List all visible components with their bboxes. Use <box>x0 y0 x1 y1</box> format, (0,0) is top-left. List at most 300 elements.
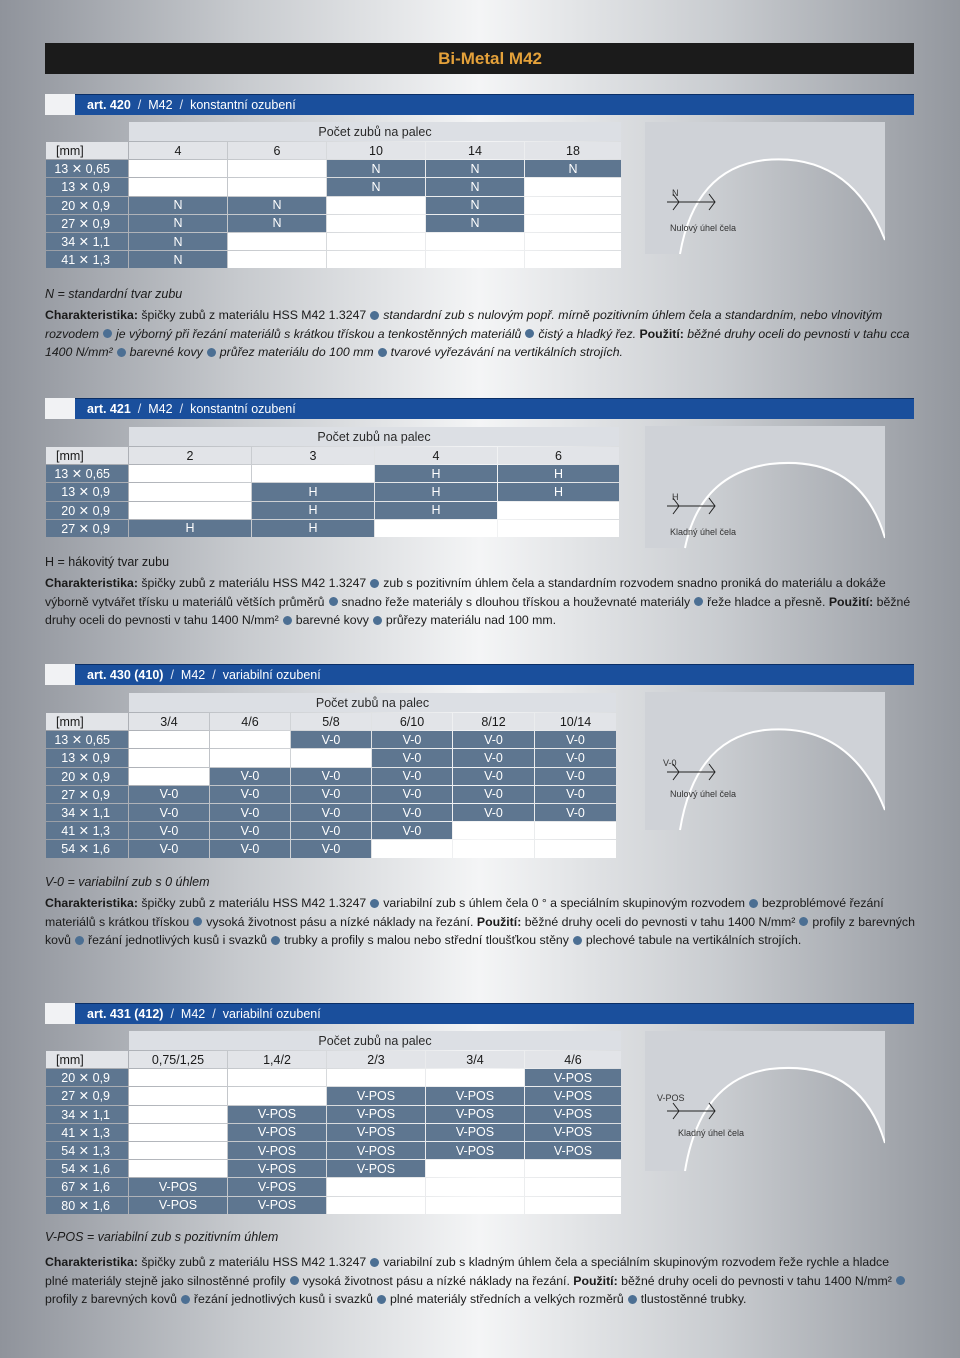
teeth-per-inch-header: Počet zubů na palec <box>129 1031 621 1050</box>
row-label: 80 ✕ 1,6 <box>46 1197 128 1214</box>
table-cell: V-POS <box>327 1160 425 1177</box>
table-cell: V-POS <box>327 1124 425 1141</box>
table-cell: V-POS <box>426 1106 524 1123</box>
bullet-icon <box>103 329 112 338</box>
table-cell <box>129 178 227 195</box>
table-cell <box>228 1069 326 1086</box>
table-cell: V-POS <box>525 1087 621 1104</box>
table-cell: V-POS <box>129 1197 227 1214</box>
usage-item: řezání jednotlivých kusů i svazků <box>87 933 268 948</box>
characteristics-label: Charakteristika: <box>45 1255 138 1269</box>
feature-item: standardní zub s nulovým popř. mírně pozitivním úhlem čela a standardním, nebo vlnovitým rozvodem <box>45 308 883 341</box>
usage-label: Použití: <box>476 914 522 929</box>
table-row <box>46 804 616 821</box>
table-cell <box>228 251 326 268</box>
usage-item: tlustostěnné trubky. <box>640 1292 747 1307</box>
table-row <box>46 197 621 214</box>
row-label: 34 ✕ 1,1 <box>46 804 128 821</box>
table-cell <box>129 749 209 766</box>
table-cell <box>210 749 290 766</box>
column-header: 3 <box>252 447 374 464</box>
usage-label: Použití: <box>573 1273 618 1288</box>
table-cell <box>129 1142 227 1159</box>
table-cell <box>327 233 425 250</box>
tooth-diagram <box>645 426 885 576</box>
table-cell <box>498 502 619 519</box>
feature-item: bezproblémové řezání materiálů s krátkou třískou <box>45 896 884 929</box>
table-row <box>46 483 619 500</box>
feature-item: je výborný při řezání materiálů s krátkou třískou a tenkostěnných materiálů <box>116 326 522 341</box>
feature-item: čistý a hladký řez. <box>538 326 637 341</box>
table-cell <box>129 731 209 748</box>
column-header: 4 <box>375 447 497 464</box>
column-header: 1,4/2 <box>228 1051 326 1068</box>
feature-item: snadno řeže materiály s dlouhou třískou a houževnaté materiály <box>341 594 691 609</box>
bullet-icon <box>628 1295 637 1304</box>
usage-text: běžné druhy oceli do pevnosti v tahu 1400 N/mm² <box>45 594 911 628</box>
tooth-code: V-POS <box>657 1093 685 1103</box>
usage-item: tvarové vyřezávání na vertikálních strojích. <box>390 345 623 360</box>
alloy-label: M42 <box>180 1007 206 1021</box>
bullet-icon <box>370 1258 379 1267</box>
row-label: 13 ✕ 0,65 <box>46 465 128 482</box>
table-cell: H <box>129 520 251 537</box>
column-header: 3/4 <box>129 713 209 730</box>
bullet-icon <box>290 1276 299 1285</box>
bullet-icon <box>694 597 703 606</box>
characteristics-label: Charakteristika: <box>45 308 138 322</box>
row-label: 34 ✕ 1,1 <box>46 233 128 250</box>
table-cell: V-POS <box>228 1106 326 1123</box>
table-cell <box>426 251 524 268</box>
table-cell <box>129 160 227 177</box>
tooth-diagram <box>645 122 885 272</box>
table-cell: V-POS <box>525 1142 621 1159</box>
table-cell: V-POS <box>525 1106 621 1123</box>
column-header: 8/12 <box>453 713 534 730</box>
usage-label: Použití: <box>639 326 684 341</box>
table-cell: H <box>252 483 374 500</box>
table-cell <box>426 1160 524 1177</box>
bullet-icon <box>370 899 379 908</box>
section-header <box>75 664 914 685</box>
table-cell <box>525 1160 621 1177</box>
row-label: 13 ✕ 0,9 <box>46 749 128 766</box>
bullet-icon <box>370 579 379 588</box>
alloy-label: M42 <box>148 98 173 112</box>
teeth-table <box>45 121 622 269</box>
bullet-icon <box>525 329 534 338</box>
table-cell <box>426 1069 524 1086</box>
table-cell: V-0 <box>291 731 371 748</box>
row-label: 41 ✕ 1,3 <box>46 1124 128 1141</box>
row-label: 27 ✕ 0,9 <box>46 215 128 232</box>
characteristics-text: špičky zubů z materiálu HSS M42 1.3247 <box>141 896 367 910</box>
column-header: 6 <box>498 447 619 464</box>
table-cell: N <box>426 160 524 177</box>
table-cell: H <box>375 483 497 500</box>
row-label: 34 ✕ 1,1 <box>46 1106 128 1123</box>
table-cell: V-POS <box>525 1124 621 1141</box>
table-cell: V-0 <box>129 840 209 857</box>
table-cell: H <box>252 520 374 537</box>
tooth-angle-caption: Kladný úhel čela <box>670 527 737 537</box>
table-cell: V-0 <box>129 822 209 839</box>
column-header: 6 <box>228 142 326 159</box>
table-cell <box>210 731 290 748</box>
table-row <box>46 1160 621 1177</box>
table-cell <box>327 251 425 268</box>
tooth-angle-caption: Nulový úhel čela <box>670 223 737 233</box>
table-cell <box>228 178 326 195</box>
table-cell: V-POS <box>327 1142 425 1159</box>
table-cell: H <box>375 465 497 482</box>
table-cell <box>525 251 621 268</box>
table-cell <box>525 197 621 214</box>
bullet-icon <box>271 936 280 945</box>
column-header: 10 <box>327 142 425 159</box>
table-cell <box>453 822 534 839</box>
table-cell <box>426 233 524 250</box>
table-cell <box>228 160 326 177</box>
table-cell <box>327 215 425 232</box>
table-cell: N <box>129 215 227 232</box>
table-cell: V-POS <box>228 1124 326 1141</box>
table-cell <box>426 1197 524 1214</box>
usage-text: běžné druhy oceli do pevnosti v tahu 1400 N/mm² <box>524 914 796 929</box>
column-header: 10/14 <box>535 713 616 730</box>
table-cell: V-0 <box>291 822 371 839</box>
row-label: 13 ✕ 0,65 <box>46 160 128 177</box>
section-header <box>75 94 914 115</box>
table-row <box>46 1142 621 1159</box>
characteristics-label: Charakteristika: <box>45 896 138 910</box>
table-cell: V-0 <box>372 822 452 839</box>
mm-header: [mm] <box>46 142 128 159</box>
mm-header: [mm] <box>46 447 128 464</box>
column-header: 4 <box>129 142 227 159</box>
table-row <box>46 749 616 766</box>
feature-item: variabilní zub s úhlem čela 0 ° a speciálním skupinovým rozvodem <box>383 896 745 910</box>
section-accent <box>45 94 75 115</box>
usage-item: plné materiály středních a velkých rozměrů <box>390 1292 624 1307</box>
table-cell: V-0 <box>453 804 534 821</box>
usage-text: běžné druhy oceli do pevnosti v tahu cca 1400 N/mm² <box>45 326 910 360</box>
table-row <box>46 1106 621 1123</box>
table-cell: N <box>129 233 227 250</box>
brand-title: Bi-Metal M42 <box>438 48 542 68</box>
header-separator: / <box>137 402 142 416</box>
toothing-type: variabilní ozubení <box>222 668 321 682</box>
table-cell <box>525 215 621 232</box>
row-label: 13 ✕ 0,9 <box>46 483 128 500</box>
usage-item: barevné kovy <box>129 345 203 360</box>
table-cell <box>252 465 374 482</box>
header-separator: / <box>170 1007 174 1021</box>
table-cell <box>535 840 616 857</box>
characteristics-text: špičky zubů z materiálu HSS M42 1.3247 <box>141 308 367 322</box>
bullet-icon <box>749 899 758 908</box>
table-corner <box>46 1031 128 1050</box>
table-cell: N <box>327 160 425 177</box>
row-label: 41 ✕ 1,3 <box>46 822 128 839</box>
characteristics-text: špičky zubů z materiálu HSS M42 1.3247 <box>141 576 367 590</box>
table-row <box>46 1178 621 1195</box>
row-label: 27 ✕ 0,9 <box>46 520 128 537</box>
table-row <box>46 786 616 803</box>
usage-item: profily z barevných kovů <box>45 914 915 948</box>
usage-item: barevné kovy <box>295 613 369 628</box>
table-cell: N <box>426 215 524 232</box>
table-cell <box>228 1087 326 1104</box>
table-corner <box>46 693 128 712</box>
table-cell <box>525 178 621 195</box>
table-row <box>46 465 619 482</box>
tooth-legend: V-POS = variabilní zub s pozitivním úhlem <box>45 1230 279 1244</box>
bullet-icon <box>896 1276 905 1285</box>
row-label: 54 ✕ 1,6 <box>46 1160 128 1177</box>
column-header: 5/8 <box>291 713 371 730</box>
alloy-label: M42 <box>148 402 173 416</box>
characteristics-text: špičky zubů z materiálu HSS M42 1.3247 <box>141 1255 367 1269</box>
column-header: 2 <box>129 447 251 464</box>
table-cell: V-0 <box>535 804 616 821</box>
table-cell: V-POS <box>228 1178 326 1195</box>
table-cell: V-0 <box>453 768 534 785</box>
row-label: 27 ✕ 0,9 <box>46 786 128 803</box>
tooth-legend: N = standardní tvar zubu <box>45 287 183 301</box>
table-cell <box>375 520 497 537</box>
header-separator: / <box>179 402 184 416</box>
teeth-table <box>45 1030 622 1215</box>
row-label: 27 ✕ 0,9 <box>46 1087 128 1104</box>
table-cell: V-0 <box>453 731 534 748</box>
table-cell: V-POS <box>426 1087 524 1104</box>
table-row <box>46 1069 621 1086</box>
usage-label: Použití: <box>828 594 874 609</box>
table-cell <box>498 520 619 537</box>
section-accent <box>45 1003 75 1024</box>
characteristics-label: Charakteristika: <box>45 576 138 590</box>
table-row <box>46 233 621 250</box>
table-row <box>46 160 621 177</box>
header-separator: / <box>212 1007 216 1021</box>
table-cell: V-0 <box>210 822 290 839</box>
table-cell: V-POS <box>327 1106 425 1123</box>
tooth-angle-caption: Nulový úhel čela <box>670 789 737 799</box>
table-cell: N <box>327 178 425 195</box>
column-header: 14 <box>426 142 524 159</box>
table-cell: V-0 <box>535 749 616 766</box>
teeth-per-inch-header: Počet zubů na palec <box>129 427 619 446</box>
bullet-icon <box>181 1295 190 1304</box>
bullet-icon <box>283 616 292 625</box>
table-cell <box>525 233 621 250</box>
table-cell <box>129 1069 227 1086</box>
table-cell: V-POS <box>129 1178 227 1195</box>
table-cell: N <box>228 215 326 232</box>
header-separator: / <box>137 98 142 112</box>
section-header <box>75 1003 914 1024</box>
bullet-icon <box>378 348 387 357</box>
section-accent <box>45 398 75 419</box>
table-row <box>46 822 616 839</box>
row-label: 20 ✕ 0,9 <box>46 502 128 519</box>
usage-item: průřezy materiálu nad 100 mm. <box>385 613 557 628</box>
table-cell <box>129 1160 227 1177</box>
table-cell <box>129 502 251 519</box>
tooth-code: V-0 <box>663 758 677 768</box>
table-row <box>46 1087 621 1104</box>
table-cell <box>426 1178 524 1195</box>
feature-item: řeže hladce a přesně. <box>707 594 826 609</box>
row-label: 54 ✕ 1,3 <box>46 1142 128 1159</box>
usage-item: plechové tabule na vertikálních strojích. <box>585 933 802 948</box>
teeth-per-inch-header: Počet zubů na palec <box>129 693 616 712</box>
table-cell: V-0 <box>535 731 616 748</box>
table-cell: V-POS <box>228 1160 326 1177</box>
row-label: 41 ✕ 1,3 <box>46 251 128 268</box>
table-cell <box>525 1178 621 1195</box>
table-cell: V-0 <box>453 786 534 803</box>
table-cell: H <box>375 502 497 519</box>
tooth-code: H <box>672 492 679 502</box>
tooth-diagram <box>645 1031 885 1181</box>
table-cell <box>372 840 452 857</box>
table-cell <box>327 197 425 214</box>
table-cell <box>327 1178 425 1195</box>
column-header: 0,75/1,25 <box>129 1051 227 1068</box>
toothing-type: konstantní ozubení <box>190 402 296 416</box>
bullet-icon <box>117 348 126 357</box>
tooth-code: N <box>672 188 679 198</box>
article-code: art. 431 (412) <box>87 1007 164 1021</box>
table-cell <box>525 1197 621 1214</box>
table-row <box>46 520 619 537</box>
table-cell <box>535 822 616 839</box>
bullet-icon <box>207 348 216 357</box>
table-cell: N <box>525 160 621 177</box>
usage-item: profily z barevných kovů <box>45 1292 177 1307</box>
table-cell: V-POS <box>228 1197 326 1214</box>
table-corner <box>46 122 128 141</box>
table-cell: V-0 <box>372 749 452 766</box>
feature-item: vysoká životnost pásu a nízké náklady na řezání. <box>302 1273 570 1288</box>
table-row <box>46 1124 621 1141</box>
table-cell: H <box>498 465 619 482</box>
usage-text: běžné druhy oceli do pevnosti v tahu 1400 N/mm² <box>621 1273 892 1288</box>
brand-title-bar <box>45 43 914 74</box>
table-cell <box>327 1069 425 1086</box>
bullet-icon <box>193 917 202 926</box>
tooth-legend: V-0 = variabilní zub s 0 úhlem <box>45 875 210 889</box>
table-cell: V-0 <box>210 804 290 821</box>
article-code: art. 430 (410) <box>87 668 164 682</box>
table-cell: V-POS <box>327 1087 425 1104</box>
column-header: 3/4 <box>426 1051 524 1068</box>
table-cell <box>228 233 326 250</box>
feature-item: variabilní zub s kladným úhlem čela a speciálním skupinovým rozvodem řeže rychle a hladce plné materiály stejně jako silnostěnné profily <box>45 1255 890 1288</box>
table-cell <box>129 1106 227 1123</box>
tooth-angle-caption: Kladný úhel čela <box>678 1128 745 1138</box>
row-label: 13 ✕ 0,65 <box>46 731 128 748</box>
table-row <box>46 215 621 232</box>
description-paragraph <box>45 894 915 950</box>
table-cell <box>129 1124 227 1141</box>
table-row <box>46 768 616 785</box>
teeth-table <box>45 426 620 538</box>
table-cell: V-0 <box>291 840 371 857</box>
column-header: 18 <box>525 142 621 159</box>
usage-item: průřez materiálu do 100 mm <box>219 345 374 360</box>
header-separator: / <box>170 668 174 682</box>
article-code: art. 420 <box>87 98 131 112</box>
bullet-icon <box>370 311 379 320</box>
table-cell <box>129 483 251 500</box>
table-cell: V-0 <box>535 768 616 785</box>
table-cell: V-0 <box>372 731 452 748</box>
table-cell: V-0 <box>291 768 371 785</box>
mm-header: [mm] <box>46 1051 128 1068</box>
table-cell: H <box>498 483 619 500</box>
table-row <box>46 1197 621 1214</box>
row-label: 20 ✕ 0,9 <box>46 197 128 214</box>
table-cell: H <box>252 502 374 519</box>
bullet-icon <box>799 917 808 926</box>
bullet-icon <box>329 597 338 606</box>
table-cell: V-0 <box>291 804 371 821</box>
tooth-diagram <box>645 692 885 842</box>
table-cell <box>327 1197 425 1214</box>
table-cell: N <box>129 251 227 268</box>
column-header: 6/10 <box>372 713 452 730</box>
row-label: 67 ✕ 1,6 <box>46 1178 128 1195</box>
teeth-table <box>45 692 617 859</box>
table-row <box>46 840 616 857</box>
table-cell: V-0 <box>129 804 209 821</box>
mm-header: [mm] <box>46 713 128 730</box>
toothing-type: konstantní ozubení <box>190 98 296 112</box>
table-cell: V-0 <box>453 749 534 766</box>
description-paragraph <box>45 306 915 362</box>
table-cell: V-POS <box>228 1142 326 1159</box>
header-separator: / <box>179 98 184 112</box>
usage-item: trubky a profily s malou nebo střední tloušťkou stěny <box>284 933 569 948</box>
column-header: 4/6 <box>210 713 290 730</box>
article-code: art. 421 <box>87 402 131 416</box>
table-cell: N <box>129 197 227 214</box>
bullet-icon <box>573 936 582 945</box>
table-cell <box>129 465 251 482</box>
alloy-label: M42 <box>180 668 206 682</box>
table-row <box>46 731 616 748</box>
header-separator: / <box>212 668 216 682</box>
table-cell: V-0 <box>372 804 452 821</box>
row-label: 20 ✕ 0,9 <box>46 1069 128 1086</box>
description-paragraph <box>45 574 915 630</box>
table-cell: V-0 <box>535 786 616 803</box>
row-label: 13 ✕ 0,9 <box>46 178 128 195</box>
table-cell: V-0 <box>210 786 290 803</box>
bullet-icon <box>75 936 84 945</box>
table-row <box>46 502 619 519</box>
row-label: 54 ✕ 1,6 <box>46 840 128 857</box>
table-cell: V-POS <box>426 1124 524 1141</box>
column-header: 4/6 <box>525 1051 621 1068</box>
table-cell: V-POS <box>426 1142 524 1159</box>
table-cell: N <box>228 197 326 214</box>
bullet-icon <box>377 1295 386 1304</box>
